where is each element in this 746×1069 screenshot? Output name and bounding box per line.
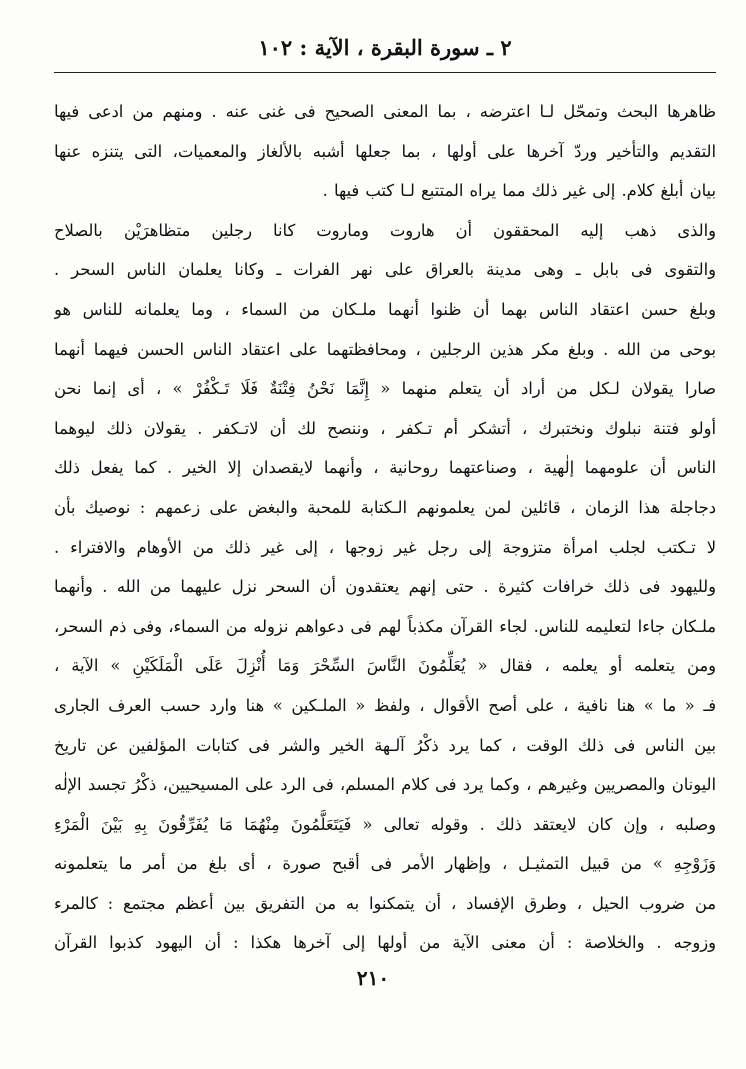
running-header: ٢ ـ سورة البقرة ، الآية : ١٠٢ bbox=[258, 35, 512, 60]
text-line: ظاهرها البحث وتمحّل لـا اعترضه ، بما المعنى الصحيح فى غنى عنه . ومنهم من ادعى فيها bbox=[54, 102, 716, 121]
text-line: والذى ذهب إليه المحققون أن هاروت وماروت كانا رجلين متظاهرَيْن بالصلاح bbox=[54, 220, 716, 240]
text-line: لا تـكتب لجلب امرأة متزوجة إلى رجل غير زوجها ، إلى غير ذلك من الأوهام والافتراء . bbox=[54, 537, 716, 557]
text-line: من ضروب الحيل ، وطرق الإفساد ، أن يتمكنوا به من التفريق بين أعظم مجتمع : كالمرء bbox=[54, 893, 716, 913]
text-line: بوحى من الله . وبلغ مكر هذين الرجلين ، ومحافظتهما على اعتقاد الناس الحسن فيهما أنهما bbox=[54, 339, 716, 359]
header-rule bbox=[54, 72, 716, 73]
body-text bbox=[54, 92, 716, 963]
text-line: الناس أن علومهما إلٰهية ، وصناعتهما روحانية ، وأنهما لايقصدان إلا الخير . كما يفعل ذلك bbox=[54, 458, 716, 478]
text-line: وَزَوْجِهِ » من قبيل التمثيـل ، وإظهار الأمر فى أقبح صورة ، أى بلغ من أمر ما يتعلمونه bbox=[54, 854, 716, 874]
text-line: بيان أبلغ كلام. إلى غير ذلك مما يراه المتتبع لـا كتب فيها . bbox=[322, 181, 716, 201]
page-number: ٢١٠ bbox=[356, 966, 390, 990]
text-line: وبلغ حسن اعتقاد الناس بهما أن ظنوا أنهما ملـكان من السماء ، وما يعلمانه للناس هو bbox=[54, 299, 716, 319]
text-line: ومن يتعلمه أو يعلمه ، فقال « يُعَلِّمُونَ النَّاسَ السِّحْرَ وَمَا أُنْزِلَ عَلَى الْمَلَكَيْنِ » الآية ، bbox=[54, 656, 716, 676]
text-line: صارا يقولان لـكل من أراد أن يتعلم منهما « إِنَّمَا نَحْنُ فِتْنَةٌ فَلَا تَـكْفُرْ » ، أى إنما نحن bbox=[54, 379, 716, 399]
text-line: اليونان والمصريين وغيرهم ، وكما يرد فى كلام المسلم، فى الرد على المسيحيين، ذكْرُ تجسد الإلٰه bbox=[54, 775, 716, 795]
text-line: وصلبه ، وإن كان لايعتقد ذلك . وقوله تعالى « فَيَتَعَلَّمُونَ مِنْهُمَا مَا يُفَرِّقُونَ بِهِ بَيْنَ الْمَرْءِ bbox=[54, 814, 716, 834]
text-line: والتقوى فى بابل ـ وهى مدينة بالعراق على نهر الفرات ـ وكانا يعلمان الناس السحر . bbox=[54, 260, 716, 280]
text-line: ولليهود فى ذلك خرافات كثيرة . حتى إنهم يعتقدون أن السحر نزل عليهما من الله . وأنهما bbox=[54, 577, 716, 597]
text-line: وزوجه . والخلاصة : أن معنى الآية من أولها إلى آخرها هكذا : أن اليهود كذبوا القرآن bbox=[54, 933, 716, 953]
text-line: دجاجلة هذا الزمان ، قائلين لمن يعلمونهم الـكتابة للمحبة والبغض على زعمهم : نوصيك بأن bbox=[54, 497, 716, 517]
text-line: فـ « ما » هنا نافية ، على أصح الأقوال ، ولفظ « الملـكين » هنا وارد حسب العرف الجارى bbox=[54, 695, 716, 715]
text-line: أولو فتنة نبلوك ونختبرك ، أتشكر أم تـكفر ، وننصح لك أن لاتـكفر . يقولان ذلك ليوهما bbox=[54, 418, 716, 438]
text-line: بين الناس فى ذلك الوقت ، كما يرد ذكْرُ آلـهة الخير والشر فى كتابات المؤلفين عن تاريخ bbox=[54, 735, 716, 755]
text-line: ملـكان جاءا لتعليمه للناس. لجاء القرآن مكذباً لهم فى دعواهم نزوله من السماء، وفى ذم السحر، bbox=[54, 616, 716, 636]
text-line: التقديم والتأخير وردّ آخرها على أولها ، بما جعلها أشبه بالألغاز والمعميات، التى يتنزه عنها bbox=[54, 141, 716, 161]
